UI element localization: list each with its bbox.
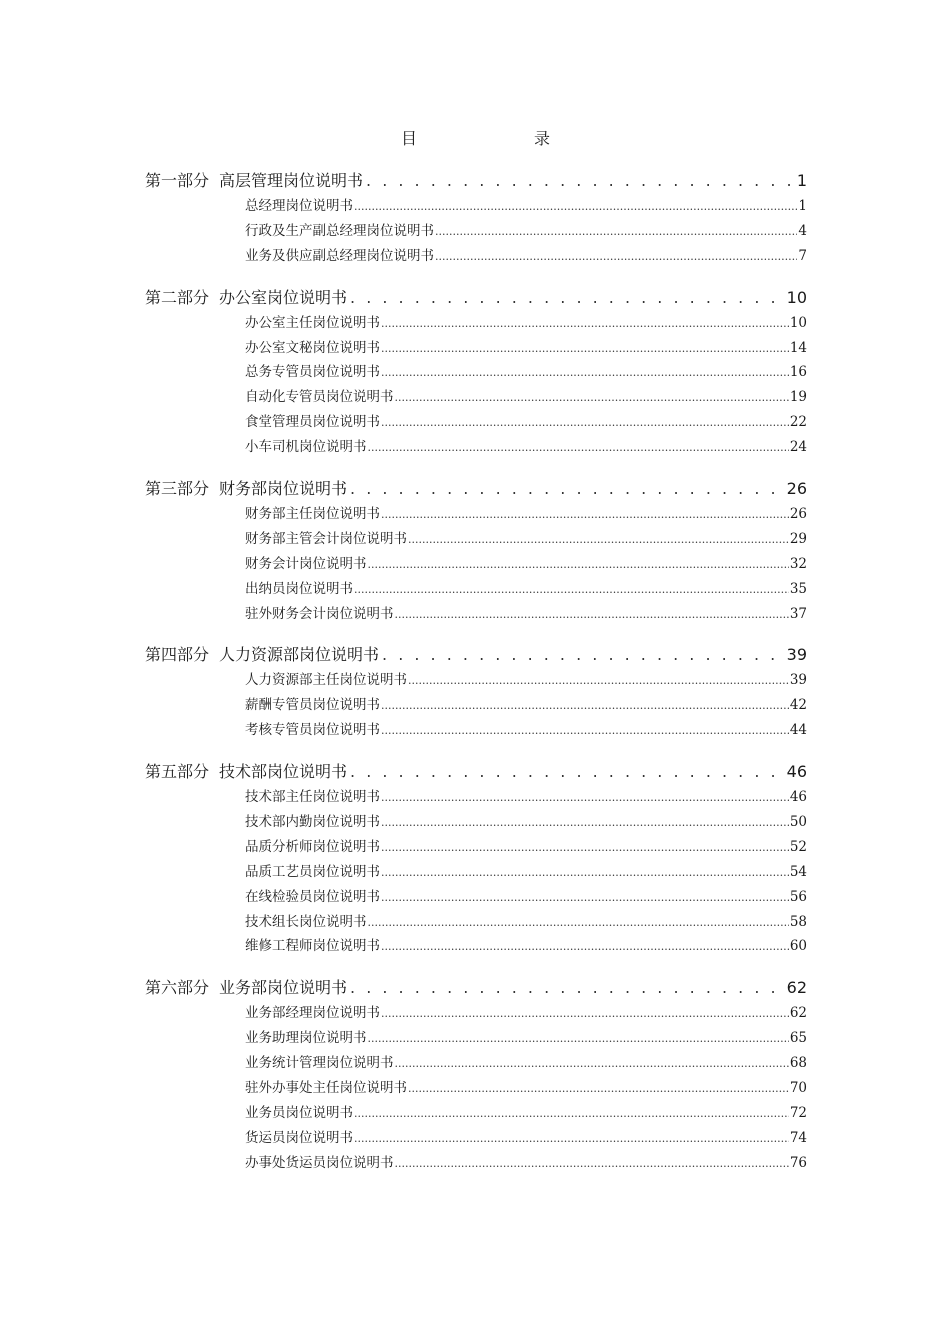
section-title: 业务部岗位说明书	[219, 978, 348, 998]
section-page-number: 39	[786, 645, 807, 665]
toc-section-entry[interactable]	[145, 642, 807, 668]
dot-leader	[395, 386, 789, 411]
item-title: 财务会计岗位说明书	[245, 555, 367, 572]
dot-leader	[354, 1102, 789, 1127]
section-part-label: 第一部分	[145, 171, 210, 190]
dot-leader	[350, 285, 784, 311]
toc-item-entry[interactable]	[145, 934, 807, 959]
dot-leader	[381, 1002, 789, 1027]
item-title: 技术组长岗位说明书	[245, 913, 367, 930]
item-page-number: 26	[789, 506, 807, 523]
section-part-label: 第六部分	[145, 978, 210, 998]
section-title: 财务部岗位说明书	[219, 479, 348, 499]
item-title: 办公室主任岗位说明书	[245, 314, 380, 331]
item-page-number: 76	[789, 1154, 807, 1171]
item-page-number: 39	[789, 672, 807, 689]
dot-leader	[381, 719, 789, 744]
item-page-number: 72	[789, 1104, 807, 1121]
item-page-number: 16	[789, 364, 807, 381]
section-title: 办公室岗位说明书	[219, 287, 348, 307]
item-title: 业务部经理岗位说明书	[245, 1005, 380, 1022]
section-page-number: 26	[786, 479, 807, 499]
dot-leader	[395, 1152, 789, 1177]
dot-leader	[408, 669, 789, 694]
toc-section-entry[interactable]	[145, 975, 807, 1001]
toc-item-entry[interactable]	[145, 410, 807, 435]
item-page-number: 7	[798, 247, 807, 264]
item-page-number: 62	[789, 1005, 807, 1022]
toc-item-entry[interactable]	[145, 1001, 807, 1026]
item-page-number: 56	[789, 888, 807, 905]
toc-item-entry[interactable]	[145, 1026, 807, 1051]
toc-item-entry[interactable]	[145, 1101, 807, 1126]
section-part-label: 第三部分	[145, 479, 210, 499]
toc-item-entry[interactable]	[145, 360, 807, 385]
item-title: 行政及生产副总经理岗位说明书	[245, 222, 434, 239]
section-title: 高层管理岗位说明书	[219, 171, 364, 190]
item-title: 考核专管员岗位说明书	[245, 722, 380, 739]
item-title: 总务专管员岗位说明书	[245, 364, 380, 381]
dot-leader	[382, 642, 784, 668]
item-title: 业务助理岗位说明书	[245, 1030, 367, 1047]
item-title: 小车司机岗位说明书	[245, 439, 367, 456]
toc-item-entry[interactable]	[145, 718, 807, 743]
toc-section	[145, 642, 807, 743]
section-title: 技术部岗位说明书	[219, 762, 348, 782]
dot-leader	[408, 528, 789, 553]
item-page-number: 52	[789, 838, 807, 855]
item-page-number: 68	[789, 1055, 807, 1072]
section-page-number: 1	[796, 171, 807, 190]
toc-item-entry[interactable]	[145, 668, 807, 693]
dot-leader	[368, 436, 789, 461]
toc-heading	[0, 126, 950, 150]
item-page-number: 22	[789, 414, 807, 431]
toc-item-entry[interactable]	[145, 219, 807, 244]
toc-section	[145, 285, 807, 460]
toc-section	[145, 759, 807, 959]
dot-leader	[381, 411, 789, 436]
dot-leader	[354, 578, 789, 603]
toc-section-entry[interactable]	[145, 476, 807, 502]
item-title: 驻外办事处主任岗位说明书	[245, 1080, 407, 1097]
item-page-number: 46	[789, 789, 807, 806]
toc-item-entry[interactable]	[145, 810, 807, 835]
item-page-number: 54	[789, 863, 807, 880]
item-title: 技术部主任岗位说明书	[245, 789, 380, 806]
toc-item-entry[interactable]	[145, 502, 807, 527]
dot-leader	[350, 759, 784, 785]
toc-heading-char-1: 目	[401, 129, 418, 148]
toc-item-entry[interactable]	[145, 885, 807, 910]
item-title: 出纳员岗位说明书	[245, 580, 353, 597]
item-title: 食堂管理员岗位说明书	[245, 414, 380, 431]
item-title: 货运员岗位说明书	[245, 1129, 353, 1146]
toc-item-entry[interactable]	[145, 336, 807, 361]
item-page-number: 74	[789, 1129, 807, 1146]
item-page-number: 70	[789, 1080, 807, 1097]
toc-section-entry[interactable]	[145, 168, 807, 194]
item-title: 办公室文秘岗位说明书	[245, 339, 380, 356]
item-title: 业务统计管理岗位说明书	[245, 1055, 394, 1072]
dot-leader	[366, 168, 794, 194]
toc-section-entry[interactable]	[145, 285, 807, 311]
item-title: 在线检验员岗位说明书	[245, 888, 380, 905]
item-title: 总经理岗位说明书	[245, 198, 353, 214]
item-page-number: 50	[789, 814, 807, 831]
item-title: 人力资源部主任岗位说明书	[245, 672, 407, 689]
item-title: 薪酬专管员岗位说明书	[245, 697, 380, 714]
dot-leader	[435, 220, 797, 245]
toc-item-entry[interactable]	[145, 785, 807, 810]
section-part-label: 第五部分	[145, 762, 210, 782]
toc-item-entry[interactable]	[145, 910, 807, 935]
dot-leader	[350, 975, 784, 1001]
item-title: 技术部内勤岗位说明书	[245, 814, 380, 831]
section-part-label: 第二部分	[145, 287, 210, 307]
toc-item-entry[interactable]	[145, 527, 807, 552]
toc-item-entry[interactable]	[145, 1051, 807, 1076]
dot-leader	[395, 603, 789, 628]
toc-section	[145, 975, 807, 1175]
section-page-number: 46	[786, 762, 807, 782]
dot-leader	[354, 195, 797, 220]
dot-leader	[381, 935, 789, 960]
section-page-number: 10	[786, 287, 807, 307]
item-page-number: 14	[789, 339, 807, 356]
dot-leader	[381, 337, 789, 362]
item-title: 品质分析师岗位说明书	[245, 838, 380, 855]
item-title: 维修工程师岗位说明书	[245, 938, 380, 955]
item-title: 品质工艺员岗位说明书	[245, 863, 380, 880]
item-page-number: 19	[789, 389, 807, 406]
table-of-contents	[145, 168, 807, 1192]
dot-leader	[381, 811, 789, 836]
toc-item-entry[interactable]	[145, 311, 807, 336]
toc-item-entry[interactable]	[145, 835, 807, 860]
toc-item-entry[interactable]	[145, 244, 807, 269]
section-title: 人力资源部岗位说明书	[219, 645, 380, 665]
item-page-number: 65	[789, 1030, 807, 1047]
item-page-number: 44	[789, 722, 807, 739]
dot-leader	[381, 312, 789, 337]
dot-leader	[381, 836, 789, 861]
item-title: 业务及供应副总经理岗位说明书	[245, 247, 434, 264]
item-page-number: 37	[789, 605, 807, 622]
item-title: 办事处货运员岗位说明书	[245, 1154, 394, 1171]
dot-leader	[368, 1027, 789, 1052]
item-page-number: 1	[798, 198, 807, 214]
dot-leader	[381, 786, 789, 811]
toc-section	[145, 168, 807, 269]
item-title: 财务部主任岗位说明书	[245, 506, 380, 523]
item-page-number: 24	[789, 439, 807, 456]
toc-item-entry[interactable]	[145, 385, 807, 410]
dot-leader	[395, 1052, 789, 1077]
toc-item-entry[interactable]	[145, 435, 807, 460]
toc-item-entry[interactable]	[145, 693, 807, 718]
dot-leader	[381, 503, 789, 528]
toc-heading-char-2: 录	[534, 129, 551, 148]
toc-item-entry[interactable]	[145, 602, 807, 627]
dot-leader	[435, 245, 797, 270]
item-page-number: 4	[798, 222, 807, 239]
toc-item-entry[interactable]	[145, 860, 807, 885]
toc-item-entry[interactable]	[145, 577, 807, 602]
toc-item-entry[interactable]	[145, 1076, 807, 1101]
toc-item-entry[interactable]	[145, 1151, 807, 1176]
item-page-number: 35	[789, 580, 807, 597]
section-part-label: 第四部分	[145, 645, 210, 665]
toc-item-entry[interactable]	[145, 552, 807, 577]
dot-leader	[381, 361, 789, 386]
section-page-number: 62	[786, 978, 807, 998]
toc-item-entry[interactable]	[145, 194, 807, 219]
toc-section	[145, 476, 807, 626]
item-title: 财务部主管会计岗位说明书	[245, 530, 407, 547]
item-page-number: 58	[789, 913, 807, 930]
dot-leader	[350, 476, 784, 502]
item-page-number: 42	[789, 697, 807, 714]
item-page-number: 60	[789, 938, 807, 955]
dot-leader	[381, 861, 789, 886]
item-page-number: 29	[789, 530, 807, 547]
dot-leader	[368, 553, 789, 578]
dot-leader	[381, 694, 789, 719]
item-title: 业务员岗位说明书	[245, 1104, 353, 1121]
dot-leader	[368, 911, 789, 936]
item-page-number: 10	[789, 314, 807, 331]
toc-item-entry[interactable]	[145, 1126, 807, 1151]
item-title: 自动化专管员岗位说明书	[245, 389, 394, 406]
dot-leader	[408, 1077, 789, 1102]
item-page-number: 32	[789, 555, 807, 572]
dot-leader	[381, 886, 789, 911]
toc-section-entry[interactable]	[145, 759, 807, 785]
dot-leader	[354, 1127, 789, 1152]
item-title: 驻外财务会计岗位说明书	[245, 605, 394, 622]
